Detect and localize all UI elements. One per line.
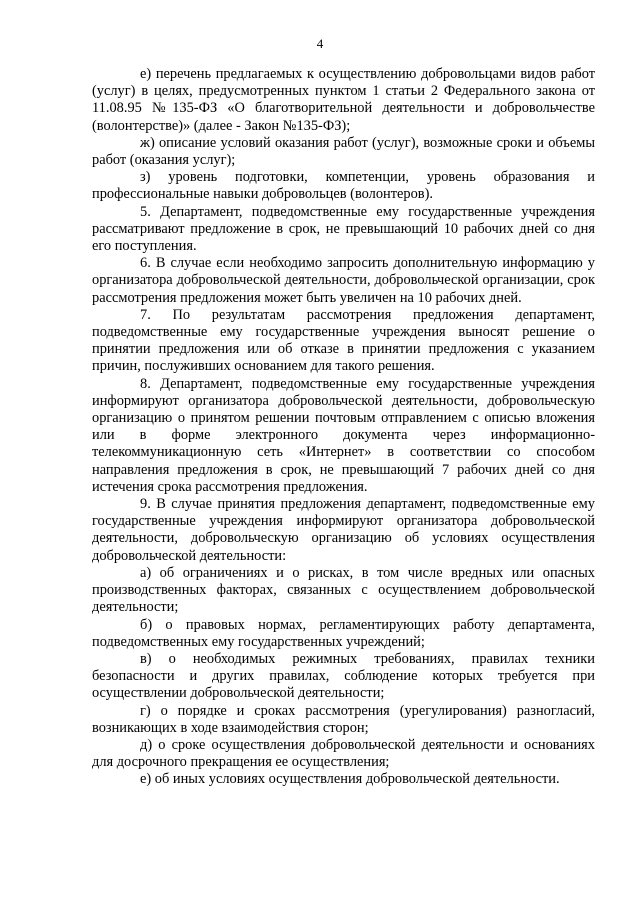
paragraph-clause-9: 9. В случае принятия предложения департамент, подведомственные ему государственные учреждения информируют организатора добровольческой деятельности, добровольческую организацию об условиях осуществления добровольческой деятельности: bbox=[92, 496, 595, 564]
paragraph-item-a-risks: а) об ограничениях и о рисках, в том числе вредных или опасных производственных факторах, связанных с осуществлением добровольческой деятельности; bbox=[92, 564, 595, 616]
paragraph-item-b-legal-norms: б) о правовых нормах, регламентирующих работу департамента, подведомственных ему государственных учреждений; bbox=[92, 616, 595, 650]
paragraph-item-zh-conditions: ж) описание условий оказания работ (услуг), возможные сроки и объемы работ (оказания услуг); bbox=[92, 134, 595, 169]
paragraph-item-g-disputes: г) о порядке и сроках рассмотрения (урегулирования) разногласий, возникающих в ходе взаимодействия сторон; bbox=[92, 702, 595, 736]
paragraph-item-v-safety: в) о необходимых режимных требованиях, правилах техники безопасности и других правилах, соблюдение которых требуется при осуществлении добровольческой деятельности; bbox=[92, 650, 595, 702]
paragraph-clause-7: 7. По результатам рассмотрения предложения департамент, подведомственные ему государственные учреждения выносят решение о принятии предложения или об отказе в принятии предложения с указанием причин, послуживших основанием для такого решения. bbox=[92, 306, 595, 375]
document-body bbox=[92, 66, 595, 789]
paragraph-clause-8: 8. Департамент, подведомственные ему государственные учреждения информируют организатора добровольческой деятельности, добровольческую организацию о принятом решении почтовым отправлением с описью вложения или в форме электронного документа через информационно-телекоммуникационную сеть «Интернет» в соответствии со способом направления предложения в срок, не превышающий 7 рабочих дней со дня истечения срока рассмотрения предложения. bbox=[92, 375, 595, 495]
paragraph-item-e-work-list: е) перечень предлагаемых к осуществлению добровольцами видов работ (услуг) в целях, предусмотренных пунктом 1 статьи 2 Федерального закона от 11.08.95 №135-ФЗ «О благотворительной деятельности и добровольчестве (волонтерстве)» (далее - Закон №135-ФЗ); bbox=[92, 66, 595, 134]
paragraph-item-z-qualification: з) уровень подготовки, компетенции, уровень образования и профессиональные навыки добровольцев (волонтеров). bbox=[92, 169, 595, 203]
paragraph-item-e-other: е) об иных условиях осуществления добровольческой деятельности. bbox=[140, 771, 560, 788]
paragraph-clause-6: 6. В случае если необходимо запросить дополнительную информацию у организатора добровольческой деятельности, добровольческой организации, срок рассмотрения предложения может быть увеличен на 10 рабочих дней. bbox=[92, 255, 595, 306]
paragraph-clause-5: 5. Департамент, подведомственные ему государственные учреждения рассматривают предложение в срок, не превышающий 10 рабочих дней со дня его поступления. bbox=[92, 203, 595, 255]
page-number: 4 bbox=[316, 36, 324, 51]
paragraph-item-d-term: д) о сроке осуществления добровольческой деятельности и основаниях для досрочного прекращения ее осуществления; bbox=[92, 736, 595, 771]
